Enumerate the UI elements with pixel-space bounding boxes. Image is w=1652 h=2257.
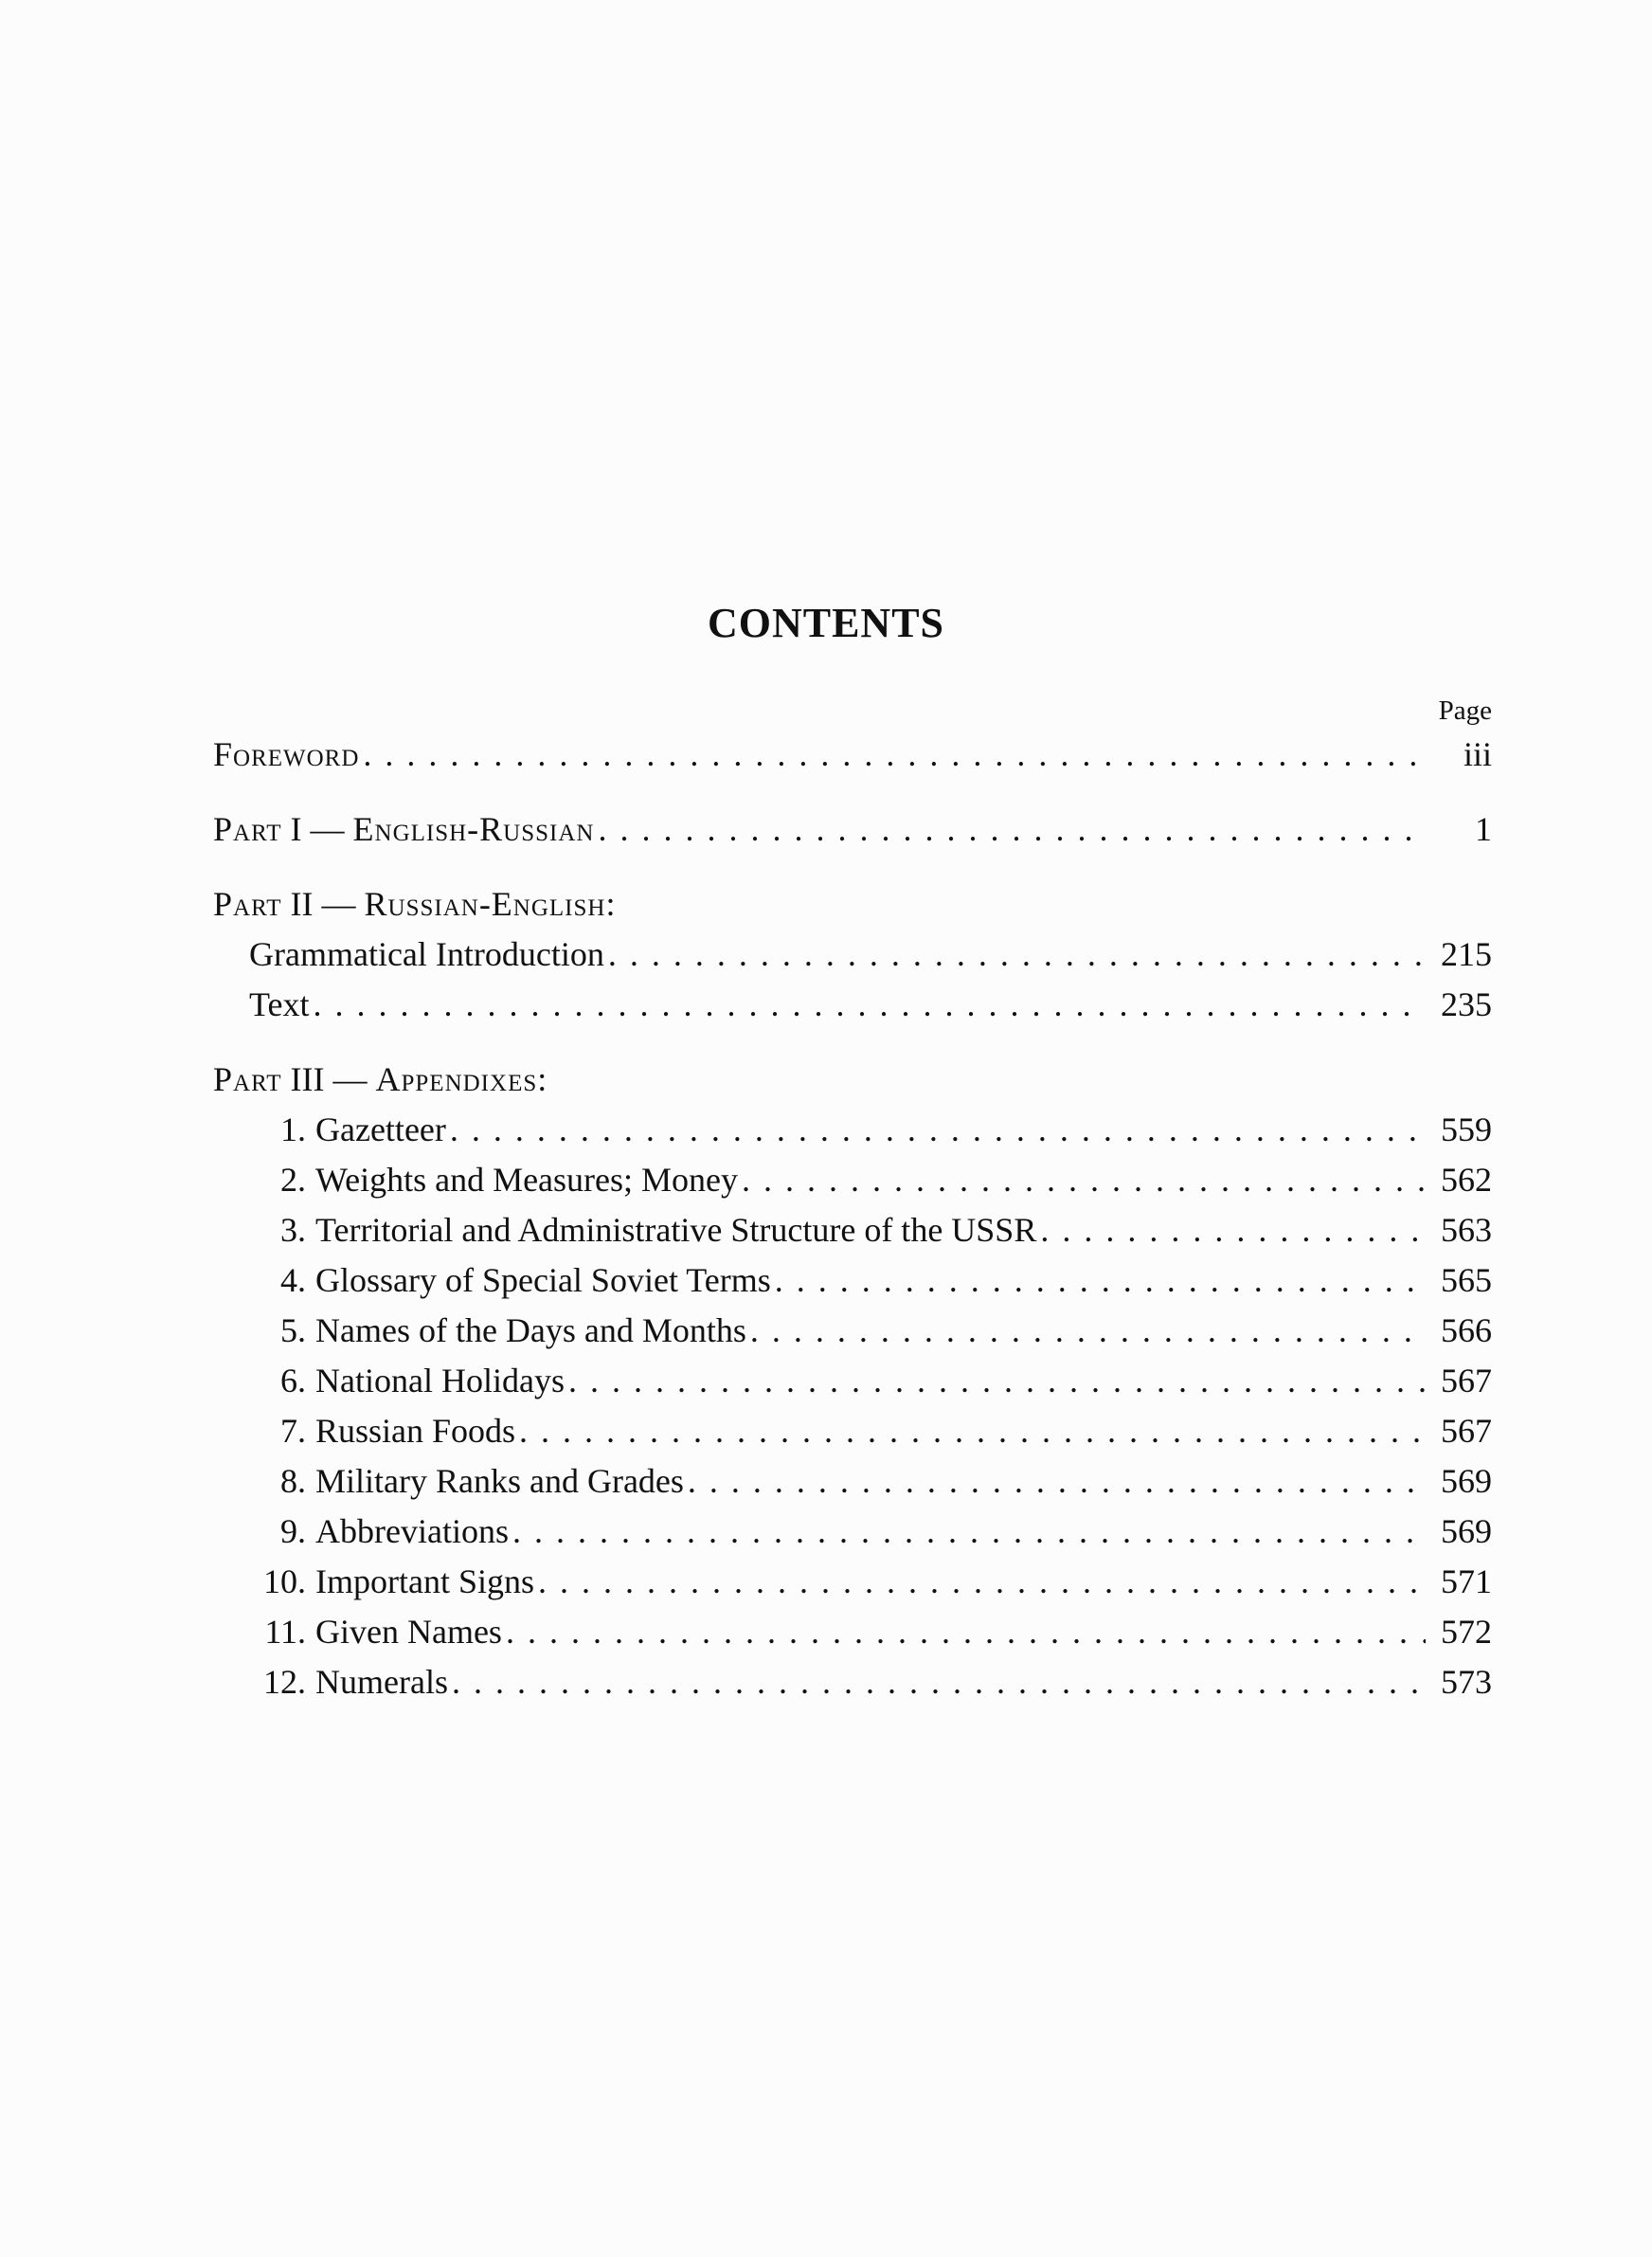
dot-leader xyxy=(1040,1205,1426,1255)
toc-section-part-2 xyxy=(213,879,1492,930)
appendix-number: 10. xyxy=(263,1562,306,1600)
dot-leader xyxy=(568,1356,1426,1406)
toc-entry-label xyxy=(251,1205,1036,1255)
toc-page-number: 235 xyxy=(1441,985,1492,1023)
toc-entry-appendix[interactable] xyxy=(213,1105,1492,1155)
appendix-number: 4. xyxy=(280,1261,306,1299)
appendix-number: 8. xyxy=(280,1462,306,1500)
toc-page-number: 215 xyxy=(1441,935,1492,973)
toc-entry-appendix[interactable] xyxy=(213,1406,1492,1456)
spacer xyxy=(213,1030,1492,1055)
dot-leader xyxy=(519,1406,1426,1456)
part-prefix: Part xyxy=(213,885,282,923)
part-numeral: II — xyxy=(290,885,356,923)
toc-entry-label xyxy=(251,1657,448,1707)
spacer xyxy=(213,855,1492,879)
appendix-number: 2. xyxy=(280,1161,306,1199)
toc-entry-appendix[interactable] xyxy=(213,1657,1492,1707)
toc-entry-label xyxy=(251,1607,502,1657)
toc-entry-label: Text xyxy=(249,985,310,1023)
dot-leader xyxy=(688,1456,1426,1507)
appendix-number: 6. xyxy=(280,1362,306,1399)
dot-leader xyxy=(313,980,1426,1030)
toc-page-number: 562 xyxy=(1441,1161,1492,1199)
part-numeral: III — xyxy=(290,1060,368,1098)
part-name: Russian-English: xyxy=(364,885,617,923)
toc-section-part-3 xyxy=(213,1055,1492,1105)
toc-entry-appendix[interactable] xyxy=(213,1607,1492,1657)
toc-entry-label xyxy=(251,1557,534,1607)
dot-leader xyxy=(608,930,1426,980)
toc-page-number: 566 xyxy=(1441,1311,1492,1349)
toc-page-number: 572 xyxy=(1441,1613,1492,1651)
toc-page-number: 569 xyxy=(1441,1462,1492,1500)
toc-entry-appendix[interactable] xyxy=(213,1306,1492,1356)
toc-entry-appendix[interactable] xyxy=(213,1356,1492,1406)
toc-entry-label xyxy=(251,1105,446,1155)
part-name: English-Russian xyxy=(352,810,595,848)
toc-page-number: 571 xyxy=(1441,1562,1492,1600)
part-prefix: Part xyxy=(213,810,282,848)
toc-entry-label xyxy=(251,1356,565,1406)
toc-page-number: 573 xyxy=(1441,1663,1492,1701)
toc-entry-text[interactable] xyxy=(213,980,1492,1030)
toc-entry-label xyxy=(251,1507,509,1557)
appendix-number: 12. xyxy=(263,1663,306,1701)
toc-page-number: 567 xyxy=(1441,1412,1492,1450)
dot-leader xyxy=(538,1557,1426,1607)
appendix-number: 7. xyxy=(280,1412,306,1450)
spacer xyxy=(213,780,1492,804)
toc-entry-grammatical-introduction[interactable] xyxy=(213,930,1492,980)
toc-entry-label: Foreword xyxy=(213,735,360,773)
toc-entry-appendix[interactable] xyxy=(213,1557,1492,1607)
dot-leader xyxy=(506,1607,1426,1657)
toc-entry-appendix[interactable] xyxy=(213,1507,1492,1557)
appendix-title: Numerals xyxy=(315,1663,448,1701)
dot-leader xyxy=(363,730,1426,780)
toc-entry-label xyxy=(251,1255,771,1306)
page-column-header: Page xyxy=(1438,695,1492,726)
dot-leader xyxy=(742,1155,1426,1205)
appendix-number: 5. xyxy=(280,1311,306,1349)
toc-section-label xyxy=(213,1055,548,1105)
appendix-title: Gazetteer xyxy=(315,1110,446,1148)
dot-leader xyxy=(750,1306,1426,1356)
toc-page-number: 565 xyxy=(1441,1261,1492,1299)
toc-entry-label xyxy=(251,1406,515,1456)
dot-leader xyxy=(512,1507,1426,1557)
toc-entry-label xyxy=(251,1155,738,1205)
toc-entry-part-1[interactable] xyxy=(213,804,1492,855)
part-name: Appendixes: xyxy=(375,1060,548,1098)
toc-entry-label xyxy=(251,1456,684,1507)
toc-entry-appendix[interactable] xyxy=(213,1155,1492,1205)
part-numeral: I — xyxy=(290,810,345,848)
appendix-title: Territorial and Administrative Structure of the USSR xyxy=(315,1211,1037,1249)
appendix-title: Given Names xyxy=(315,1613,502,1651)
page-title: CONTENTS xyxy=(707,600,945,646)
dot-leader xyxy=(452,1657,1426,1707)
table-of-contents xyxy=(213,692,1492,1707)
toc-entry-appendix[interactable] xyxy=(213,1205,1492,1255)
toc-page-number: 563 xyxy=(1441,1211,1492,1249)
toc-entry-appendix[interactable] xyxy=(213,1456,1492,1507)
appendix-title: National Holidays xyxy=(315,1362,565,1399)
toc-entry-appendix[interactable] xyxy=(213,1255,1492,1306)
appendix-number: 11. xyxy=(264,1613,306,1651)
appendix-title: Important Signs xyxy=(315,1562,534,1600)
appendix-title: Weights and Measures; Money xyxy=(315,1161,739,1199)
part-prefix: Part xyxy=(213,1060,282,1098)
toc-page-number: 1 xyxy=(1475,810,1492,848)
toc-section-label xyxy=(213,879,616,930)
toc-page-number: iii xyxy=(1463,735,1492,773)
appendix-number: 3. xyxy=(280,1211,306,1249)
appendix-title: Military Ranks and Grades xyxy=(315,1462,684,1500)
appendix-title: Russian Foods xyxy=(315,1412,516,1450)
appendix-number: 1. xyxy=(280,1110,306,1148)
appendix-title: Names of the Days and Months xyxy=(315,1311,746,1349)
toc-entry-label xyxy=(251,1306,746,1356)
appendix-number: 9. xyxy=(280,1512,306,1550)
toc-entry-foreword[interactable] xyxy=(213,730,1492,780)
appendix-title: Glossary of Special Soviet Terms xyxy=(315,1261,771,1299)
toc-page-number: 569 xyxy=(1441,1512,1492,1550)
dot-leader xyxy=(450,1105,1426,1155)
dot-leader xyxy=(598,804,1426,855)
appendix-title: Abbreviations xyxy=(315,1512,509,1550)
toc-entry-label xyxy=(213,804,594,855)
toc-page-number: 559 xyxy=(1441,1110,1492,1148)
toc-page-number: 567 xyxy=(1441,1362,1492,1399)
dot-leader xyxy=(775,1255,1426,1306)
toc-entry-label: Grammatical Introduction xyxy=(249,935,604,973)
